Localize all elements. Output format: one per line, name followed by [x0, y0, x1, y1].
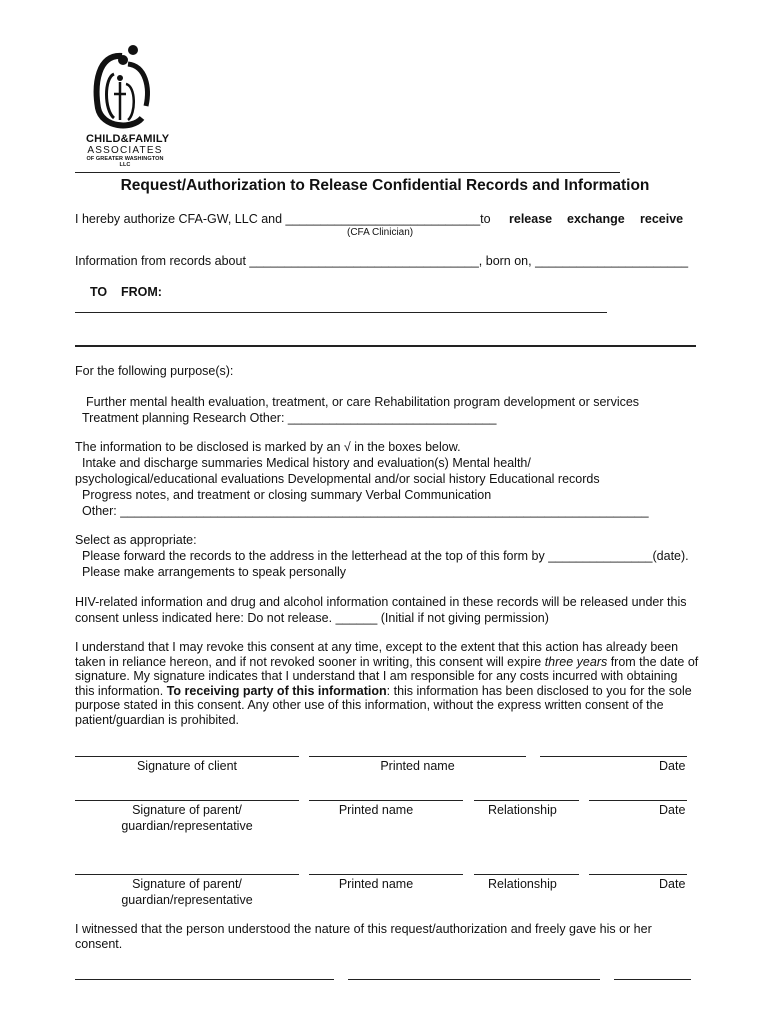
consent-part1: I understand that I may revoke this consent at any time, except to the extent that this action has already been taken in reliance hereon, and if not revoked sooner in writing, this consent will expire: [75, 640, 679, 669]
parent2-printed-name-line[interactable]: [309, 874, 463, 875]
parent1-printed-name-line[interactable]: [309, 800, 463, 801]
parent2-date-line[interactable]: [589, 874, 687, 875]
parent1-date-line[interactable]: [589, 800, 687, 801]
client-printed-name-line[interactable]: [309, 756, 526, 757]
logo-line2: ASSOCIATES: [87, 145, 163, 156]
parent1-signature-label: Signature of parent/: [132, 803, 242, 817]
parent1-printed-name-label: Printed name: [338, 803, 414, 817]
purpose-heading: For the following purpose(s):: [75, 364, 234, 378]
purpose-line2[interactable]: Treatment planning Research Other: ______________________________: [82, 411, 497, 425]
clinician-caption: (CFA Clinician): [347, 227, 414, 238]
disclosed-line1[interactable]: Intake and discharge summaries Medical history and evaluation(s) Mental health/: [82, 456, 531, 470]
client-printed-name-label: Printed name: [380, 759, 455, 773]
option-receive[interactable]: receive: [640, 212, 684, 226]
disclosed-line2[interactable]: psychological/educational evaluations Developmental and/or social history Educational records: [75, 472, 600, 486]
logo-line3: OF GREATER WASHINGTON LLC: [86, 156, 164, 168]
to-label: TO: [90, 285, 108, 299]
parent2-relationship-label: Relationship: [488, 877, 557, 891]
page-title: Request/Authorization to Release Confidential Records and Information: [120, 177, 650, 194]
parent2-signature-line[interactable]: [75, 874, 299, 875]
hiv-line1: HIV-related information and drug and alcohol information contained in these records will be released under this: [75, 595, 687, 609]
disclosed-line3[interactable]: Progress notes, and treatment or closing summary Verbal Communication: [82, 488, 492, 502]
disclosed-line4[interactable]: Other: ____________________________________________________________________________: [82, 504, 649, 518]
purpose-line1[interactable]: Further mental health evaluation, treatment, or care Rehabilitation program development or services: [86, 395, 640, 409]
parent2-signature-label2: guardian/representative: [121, 893, 253, 907]
parent2-signature-label: Signature of parent/: [132, 877, 242, 891]
parent1-date-label: Date: [659, 803, 686, 817]
disclosed-heading: The information to be disclosed is marked by an √ in the boxes below.: [75, 440, 461, 454]
consent-bold: To receiving party of this information: [166, 683, 387, 698]
logo-line1: CHILD&FAMILY: [86, 133, 170, 145]
parent1-signature-label2: guardian/representative: [121, 819, 253, 833]
appropriate-line1[interactable]: Please forward the records to the address in the letterhead at the top of this form by _______________(date).: [82, 549, 689, 563]
consent-part3: : this information has been disclosed to you for the sole purpose stated in this consent. Any other use of this information, without the express written consent of the patient/guardian is prohibited.: [75, 683, 692, 727]
cfa-logo-icon: [92, 44, 154, 132]
hiv-line2[interactable]: consent unless indicated here: Do not release. ______ (Initial if not giving permission): [75, 611, 549, 625]
option-release[interactable]: release: [509, 212, 553, 226]
authorize-text: I hereby authorize CFA-GW, LLC and ____________________________to: [75, 212, 491, 226]
client-date-label: Date: [659, 759, 686, 773]
parent1-relationship-line[interactable]: [474, 800, 579, 801]
info-about-line[interactable]: Information from records about _________________________________, born on, ______________________: [75, 254, 689, 268]
from-label: FROM:: [121, 285, 162, 299]
option-exchange[interactable]: exchange: [567, 212, 625, 226]
parent2-date-label: Date: [659, 877, 686, 891]
witness-date-line[interactable]: [614, 979, 691, 980]
parent1-signature-line[interactable]: [75, 800, 299, 801]
to-from-line[interactable]: [75, 312, 607, 313]
witness-printed-name-line[interactable]: [348, 979, 600, 980]
client-signature-line[interactable]: [75, 756, 299, 757]
witness-signature-line[interactable]: [75, 979, 334, 980]
parent1-relationship-label: Relationship: [488, 803, 557, 817]
appropriate-line2[interactable]: Please make arrangements to speak personally: [82, 565, 347, 579]
consent-paragraph: [75, 640, 700, 727]
client-signature-label: Signature of client: [136, 759, 238, 773]
witness-text: I witnessed that the person understood the nature of this request/authorization and freely gave his or her consent.: [75, 922, 652, 951]
client-date-line[interactable]: [540, 756, 687, 757]
header-rule: [75, 172, 620, 173]
section-divider: [75, 345, 696, 347]
appropriate-heading: Select as appropriate:: [75, 533, 197, 547]
parent2-printed-name-label: Printed name: [338, 877, 414, 891]
consent-part2: from the date of signature. My signature indicates that I understand that I am responsible for any costs incurred with obtaining this information.: [75, 654, 699, 698]
consent-italic: three years: [544, 654, 608, 669]
parent2-relationship-line[interactable]: [474, 874, 579, 875]
